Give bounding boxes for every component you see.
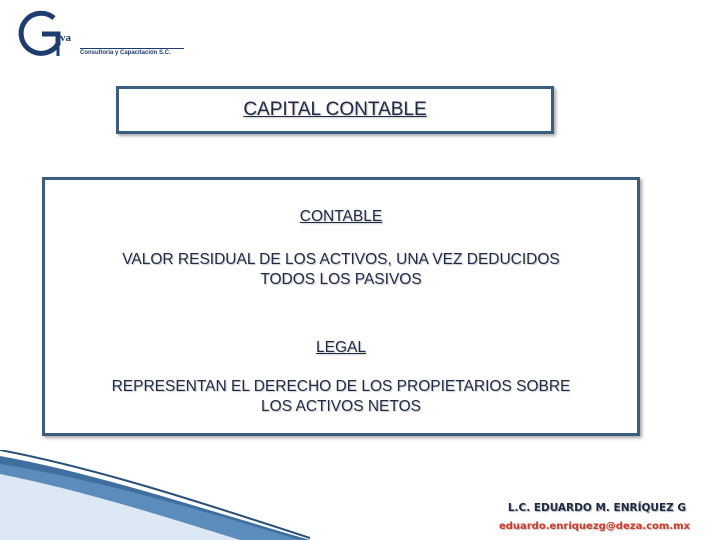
section-body-line: TODOS LOS PASIVOS <box>260 271 422 288</box>
section-heading-text: CONTABLE <box>299 208 383 225</box>
content-box <box>42 177 640 436</box>
title-box <box>116 86 554 134</box>
logo-g-icon <box>14 8 84 63</box>
company-logo <box>14 8 184 63</box>
section-body-contable <box>45 250 637 290</box>
section-body-line: REPRESENTAN EL DERECHO DE LOS PROPIETARIOS SOBRE <box>111 378 571 395</box>
author-email[interactable]: eduardo.enriquezg@deza.com.mx <box>498 521 690 532</box>
logo-subtitle: Consultoría y Capacitación S.C. <box>80 50 171 56</box>
section-body-legal <box>45 377 637 417</box>
decorative-swoosh <box>0 450 310 540</box>
section-body-line: VALOR RESIDUAL DE LOS ACTIVOS, UNA VEZ DEDUCIDOS <box>122 251 560 268</box>
section-body-line: LOS ACTIVOS NETOS <box>261 398 421 415</box>
logo-mark: va <box>60 32 71 44</box>
logo-divider <box>80 48 184 49</box>
page-title: CAPITAL CONTABLE <box>243 99 427 120</box>
author-name: L.C. EDUARDO M. ENRÍQUEZ G <box>507 502 686 514</box>
section-heading-contable <box>45 207 637 227</box>
section-heading-text: LEGAL <box>316 339 366 356</box>
section-heading-legal <box>45 338 637 358</box>
